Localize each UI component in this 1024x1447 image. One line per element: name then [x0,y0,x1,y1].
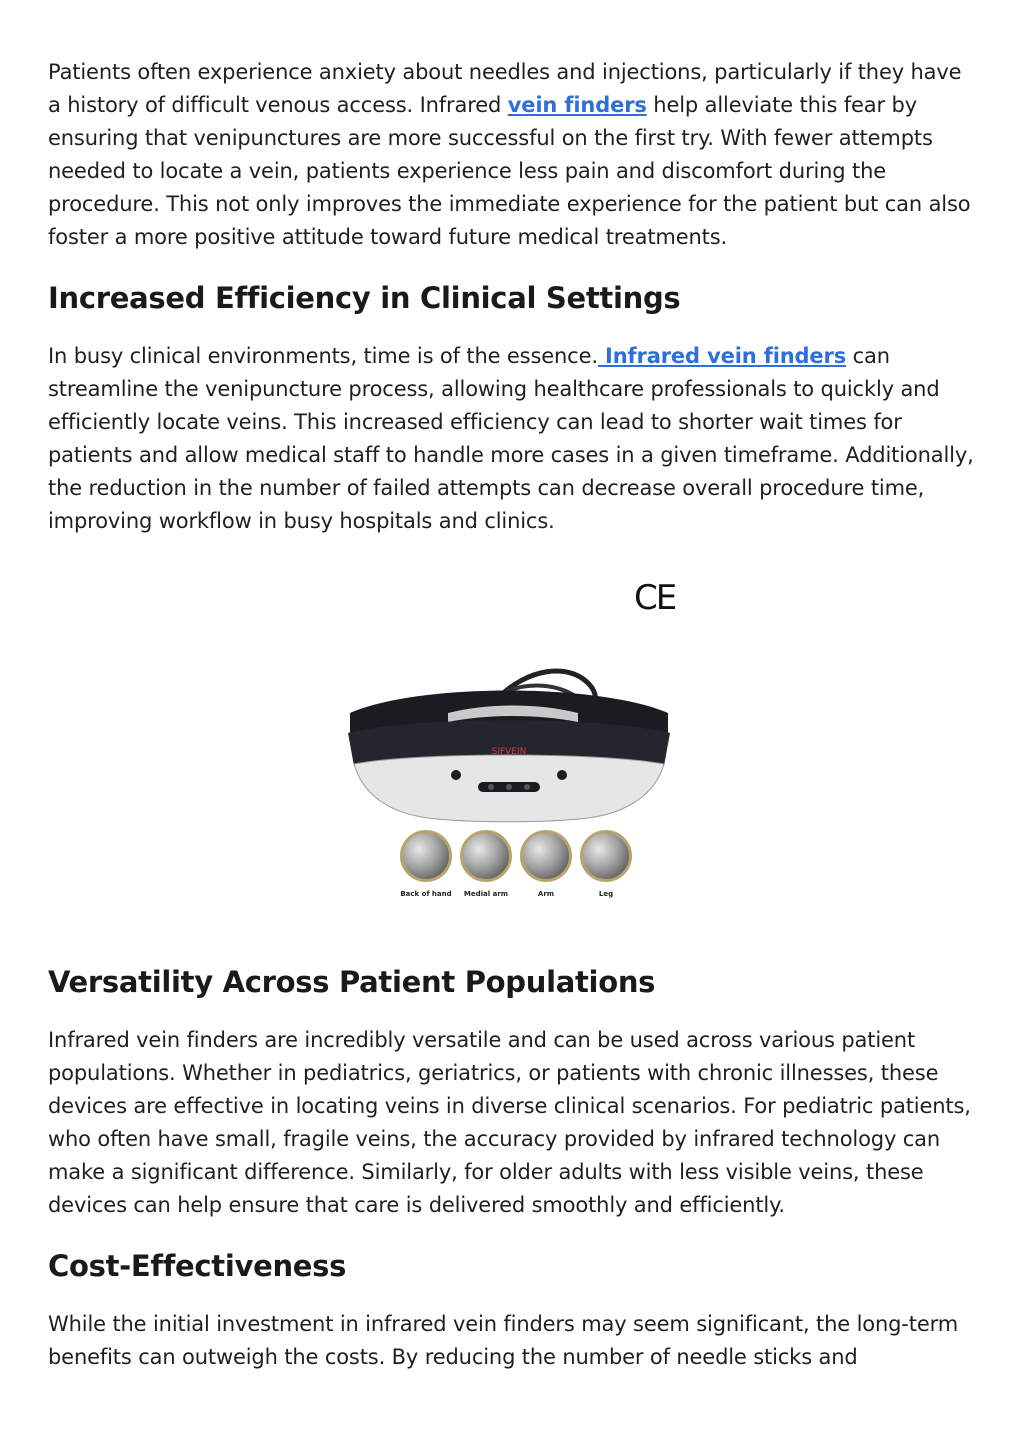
heading-cost-effectiveness: Cost-Effectiveness [48,1249,347,1283]
thumbnail-label: Back of hand [400,890,452,898]
paragraph-text: In busy clinical environments, time is of the essence. [48,344,598,368]
thumbnail-label: Arm [537,890,555,898]
paragraph-efficiency [48,340,978,538]
document-page [48,56,978,1374]
thumbnail-leg [580,830,632,882]
device-button-left [451,770,461,780]
vein-finder-device-image [338,658,678,828]
heading-versatility: Versatility Across Patient Populations [48,965,656,999]
paragraph-text: can streamline the venipuncture process, allowing healthcare professionals to quickly and efficiently locate veins. This increased efficiency can lead to shorter wait times for patients and allow medical staff to handle more cases in a given timeframe. Additionally, the reduction in the number of failed attempts can decrease overall procedure time, improving workflow in busy hospitals and clinics. [48,344,974,533]
ce-mark: CE [634,578,676,618]
infrared-vein-finders-link[interactable]: Infrared vein finders [597,344,847,368]
vein-finders-link[interactable]: vein finders [507,93,647,117]
paragraph-cost: While the initial investment in infrared vein finders may seem significant, the long-term benefits can outweigh the costs. By reducing the number of needle sticks and [48,1312,959,1369]
thumbnail-label: Leg [598,890,614,898]
device-brand-label: SIFVEIN [491,747,527,757]
thumbnail-arm [520,830,572,882]
device-button-right [557,770,567,780]
paragraph-versatility: Infrared vein finders are incredibly versatile and can be used across various patient populations. Whether in pediatrics, geriatrics, or patients with chronic illnesses, these devices are effective in locating veins in diverse clinical scenarios. For pediatric patients, who often have small, fragile veins, the accuracy provided by infrared technology can make a significant difference. Similarly, for older adults with less visible veins, these devices can help ensure that care is delivered smoothly and efficiently. [48,1028,971,1217]
thumbnail-strip [392,830,636,910]
product-figure [48,568,978,948]
paragraph-text: help alleviate this fear by ensuring that venipunctures are more successful on the first try. With fewer attempts needed to locate a vein, patients experience less pain and discomfort during the procedure. This not only improves the immediate experience for the patient but can also foster a more positive attitude toward future medical treatments. [48,93,971,249]
heading-efficiency: Increased Efficiency in Clinical Settings [48,281,681,315]
paragraph-text: Patients often experience anxiety about needles and injections, particularly if they have a history of difficult venous access. Infrared [48,60,962,117]
thumbnail-medial-arm [460,830,512,882]
thumbnail-label: Medial arm [463,890,509,898]
thumbnail-back-of-hand [400,830,452,882]
paragraph-anxiety [48,56,978,254]
